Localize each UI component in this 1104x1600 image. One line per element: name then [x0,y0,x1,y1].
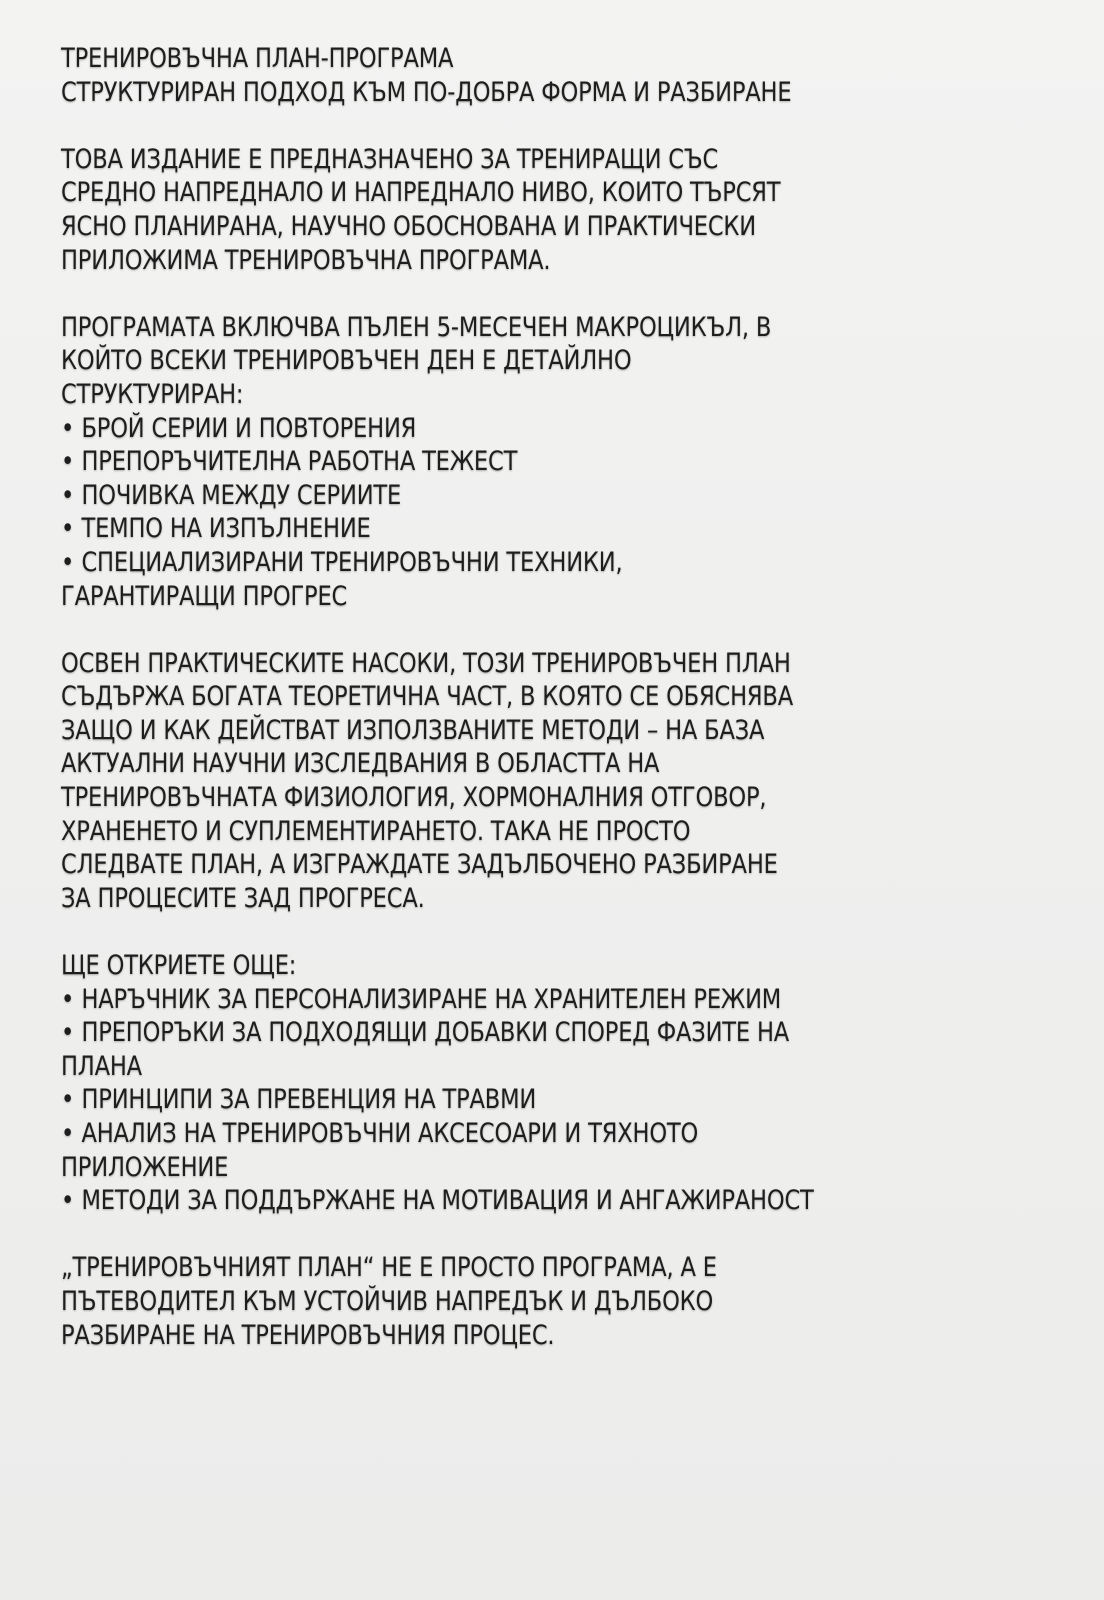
bullet-icon: • [61,513,75,545]
list-item-text: НАРЪЧНИК ЗА ПЕРСОНАЛИЗИРАНЕ НА ХРАНИТЕЛЕН РЕЖИМ [81,983,782,1015]
text-line: ЗА ПРОЦЕСИТЕ ЗАД ПРОГРЕСА. [61,882,425,914]
list-item [61,479,991,513]
more-section [61,949,991,1218]
list-item [61,983,991,1017]
list-item-text: АНАЛИЗ НА ТРЕНИРОВЪЧНИ АКСЕСОАРИ И ТЯХНОТО [81,1118,699,1149]
document-text [61,42,991,1352]
list-item-text: ПОЧИВКА МЕЖДУ СЕРИИТЕ [81,479,402,511]
list-item-text: БРОЙ СЕРИИ И ПОВТОРЕНИЯ [81,412,417,444]
paragraph-gap [61,109,991,143]
text-line: ПЪТЕВОДИТЕЛ КЪМ УСТОЙЧИВ НАПРЕДЪК И ДЪЛБОКО [61,1285,714,1317]
bullet-icon: • [61,1084,75,1116]
list-item [61,1184,991,1218]
bullet-icon: • [61,546,75,578]
text-line: СТРУКТУРИРАН: [61,378,244,410]
text-line: РАЗБИРАНЕ НА ТРЕНИРОВЪЧНИЯ ПРОЦЕС. [61,1319,555,1351]
text-line: ПРОГРАМАТА ВКЛЮЧВА ПЪЛЕН 5-МЕСЕЧЕН МАКРОЦИКЪЛ, В [61,311,772,343]
list-item-continuation: ПЛАНА [61,1050,142,1082]
list-item [61,412,991,446]
text-line: ТОВА ИЗДАНИЕ Е ПРЕДНАЗНАЧЕНО ЗА ТРЕНИРАЩИ СЪС [61,143,719,175]
program-paragraph [61,311,991,613]
text-line: ОСВЕН ПРАКТИЧЕСКИТЕ НАСОКИ, ТОЗИ ТРЕНИРОВЪЧЕН ПЛАН [61,647,791,679]
list-item-text: ПРЕПОРЪЧИТЕЛНА РАБОТНА ТЕЖЕСТ [81,446,518,478]
text-line: „ТРЕНИРОВЪЧНИЯТ ПЛАН“ НЕ Е ПРОСТО ПРОГРАМА, А Е [61,1252,717,1284]
text-line: ХРАНЕНЕТО И СУПЛЕМЕНТИРАНЕТО. ТАКА НЕ ПРОСТО [61,815,691,847]
paragraph-gap [61,1218,991,1252]
bullet-icon: • [61,479,75,511]
section-heading: ЩЕ ОТКРИЕТЕ ОЩЕ: [61,950,297,982]
paragraph-gap [61,613,991,647]
text-line: СЛЕДВАТЕ ПЛАН, А ИЗГРАЖДАТЕ ЗАДЪЛБОЧЕНО РАЗБИРАНЕ [61,849,778,881]
bullet-icon: • [61,1185,75,1217]
text-line: ПРИЛОЖИМА ТРЕНИРОВЪЧНА ПРОГРАМА. [61,244,551,276]
list-item-text: ПРЕПОРЪКИ ЗА ПОДХОДЯЩИ ДОБАВКИ СПОРЕД ФАЗИТЕ НА [81,1017,790,1049]
text-line: АКТУАЛНИ НАУЧНИ ИЗСЛЕДВАНИЯ В ОБЛАСТТА НА [61,748,660,780]
text-line: ТРЕНИРОВЪЧНАТА ФИЗИОЛОГИЯ, ХОРМОНАЛНИЯ ОТГОВОР, [61,782,767,814]
list-item-continuation: ГАРАНТИРАЩИ ПРОГРЕС [61,580,348,612]
list-item [61,445,991,479]
document-subtitle: СТРУКТУРИРАН ПОДХОД КЪМ ПО-ДОБРА ФОРМА И РАЗБИРАНЕ [61,76,792,108]
list-item [61,546,991,580]
text-line: СРЕДНО НАПРЕДНАЛО И НАПРЕДНАЛО НИВО, КОИТО ТЪРСЯТ [61,177,781,209]
bullet-icon: • [61,412,75,444]
closing-paragraph [61,1251,991,1352]
bullet-icon: • [61,1017,75,1049]
list-item-text: ТЕМПО НА ИЗПЪЛНЕНИЕ [81,513,371,545]
paragraph-gap [61,915,991,949]
text-line: ЗАЩО И КАК ДЕЙСТВАТ ИЗПОЛЗВАНИТЕ МЕТОДИ – НА БАЗА [61,714,765,746]
document-title: ТРЕНИРОВЪЧНА ПЛАН-ПРОГРАМА [61,43,454,74]
list-item [61,512,991,546]
bullet-icon: • [61,446,75,478]
theory-paragraph [61,647,991,916]
list-item-text: ПРИНЦИПИ ЗА ПРЕВЕНЦИЯ НА ТРАВМИ [81,1084,537,1116]
bullet-icon: • [61,983,75,1015]
list-item-text: СПЕЦИАЛИЗИРАНИ ТРЕНИРОВЪЧНИ ТЕХНИКИ, [81,546,623,578]
list-item [61,1016,991,1050]
list-item-text: МЕТОДИ ЗА ПОДДЪРЖАНЕ НА МОТИВАЦИЯ И АНГАЖИРАНОСТ [81,1185,814,1217]
text-line: СЪДЪРЖА БОГАТА ТЕОРЕТИЧНА ЧАСТ, В КОЯТО СЕ ОБЯСНЯВА [61,681,793,713]
paragraph-gap [61,277,991,311]
text-line: ЯСНО ПЛАНИРАНА, НАУЧНО ОБОСНОВАНА И ПРАКТИЧЕСКИ [61,210,757,242]
list-item-continuation: ПРИЛОЖЕНИЕ [61,1151,229,1183]
text-line: КОЙТО ВСЕКИ ТРЕНИРОВЪЧЕН ДЕН Е ДЕТАЙЛНО [61,345,632,377]
list-item [61,1083,991,1117]
intro-paragraph [61,143,991,277]
bullet-icon: • [61,1118,75,1149]
list-item [61,1117,991,1151]
